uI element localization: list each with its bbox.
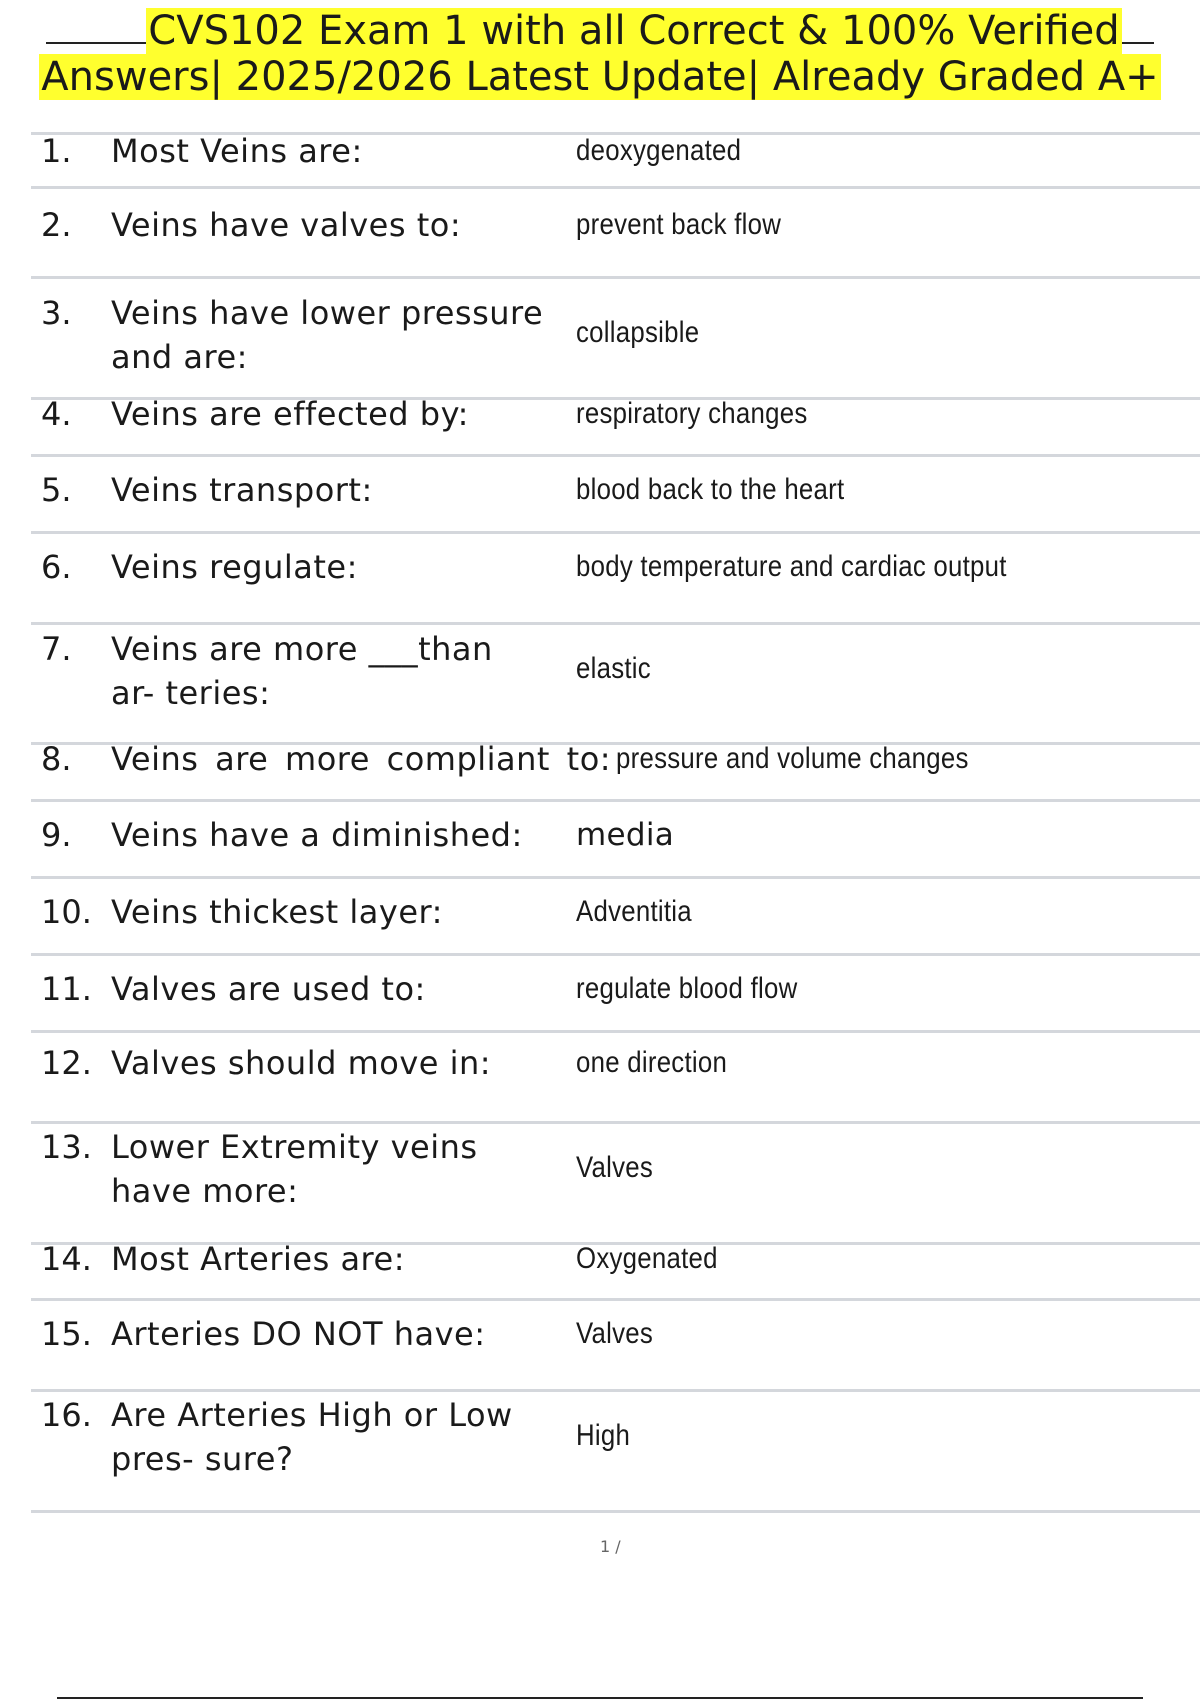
row-answer: pressure and volume changes <box>616 742 969 775</box>
table-row <box>31 740 1200 802</box>
title-line-2 <box>0 54 1200 100</box>
page-number: 1 / <box>600 1537 621 1556</box>
table-row <box>31 1240 1200 1301</box>
page-bottom-rule <box>57 1697 1143 1699</box>
row-number: 9. <box>41 816 72 854</box>
title-text-1: CVS102 Exam 1 with all Correct & 100% Verified <box>148 8 1120 54</box>
row-question: Are Arteries High or Low pres- sure? <box>111 1396 513 1478</box>
row-number: 15. <box>41 1315 92 1353</box>
row-question: Veins have lower pressure and are: <box>111 294 544 376</box>
table-row <box>31 1124 1200 1245</box>
row-answer: body temperature and cardiac output <box>576 550 1007 583</box>
table-row <box>31 1033 1200 1124</box>
row-number: 1. <box>41 132 72 170</box>
row-number: 5. <box>41 471 72 509</box>
table-row <box>31 457 1200 534</box>
row-question: Valves should move in: <box>111 1044 492 1082</box>
row-answer: blood back to the heart <box>576 473 845 506</box>
row-number: 12. <box>41 1044 92 1082</box>
row-question: Veins thickest layer: <box>111 893 443 931</box>
table-row <box>31 625 1200 745</box>
title-text-2: Answers| 2025/2026 Latest Update| Already Graded A+ <box>41 54 1159 100</box>
title-line-1 <box>0 8 1200 54</box>
row-question: Most Veins are: <box>111 132 363 170</box>
document-header <box>0 8 1200 100</box>
table-row <box>31 956 1200 1033</box>
table-row <box>31 534 1200 625</box>
row-question: Veins have valves to: <box>111 206 462 244</box>
row-number: 3. <box>41 294 72 332</box>
row-answer: collapsible <box>576 316 700 349</box>
row-answer: prevent back flow <box>576 208 782 241</box>
row-question: Veins are more compliant to: <box>111 740 612 778</box>
row-number: 6. <box>41 548 72 586</box>
row-question: Veins have a diminished: <box>111 816 523 854</box>
row-question: Lower Extremity veins have more: <box>111 1128 478 1210</box>
row-question: Arteries DO NOT have: <box>111 1315 486 1353</box>
row-answer: Valves <box>576 1317 654 1350</box>
table-row <box>31 1392 1200 1513</box>
row-number: 16. <box>41 1396 92 1434</box>
qa-table <box>31 132 1200 1513</box>
row-answer: regulate blood flow <box>576 972 798 1005</box>
row-answer: media <box>576 817 675 853</box>
row-number: 10. <box>41 893 92 931</box>
table-row <box>31 879 1200 956</box>
row-question: Veins regulate: <box>111 548 358 586</box>
row-answer: Valves <box>576 1151 654 1184</box>
row-question: Valves are used to: <box>111 970 426 1008</box>
row-answer: Oxygenated <box>576 1242 718 1275</box>
table-row <box>31 279 1200 400</box>
row-number: 11. <box>41 970 92 1008</box>
table-row <box>31 132 1200 189</box>
row-answer: High <box>576 1419 631 1452</box>
row-question: Most Arteries are: <box>111 1240 405 1278</box>
row-answer: one direction <box>576 1046 728 1079</box>
table-row <box>31 395 1200 457</box>
row-question: Veins are more ___than ar- teries: <box>111 630 493 712</box>
row-question: Veins are effected by: <box>111 395 469 433</box>
row-answer: respiratory changes <box>576 397 808 430</box>
row-question: Veins transport: <box>111 471 373 509</box>
row-number: 8. <box>41 740 72 778</box>
row-number: 14. <box>41 1240 92 1278</box>
table-row <box>31 802 1200 879</box>
row-number: 7. <box>41 630 72 668</box>
row-number: 4. <box>41 395 72 433</box>
row-answer: Adventitia <box>576 895 692 928</box>
row-number: 2. <box>41 206 72 244</box>
row-answer: elastic <box>576 652 651 685</box>
table-row <box>31 189 1200 279</box>
row-number: 13. <box>41 1128 92 1166</box>
table-row <box>31 1301 1200 1392</box>
row-answer: deoxygenated <box>576 134 742 167</box>
